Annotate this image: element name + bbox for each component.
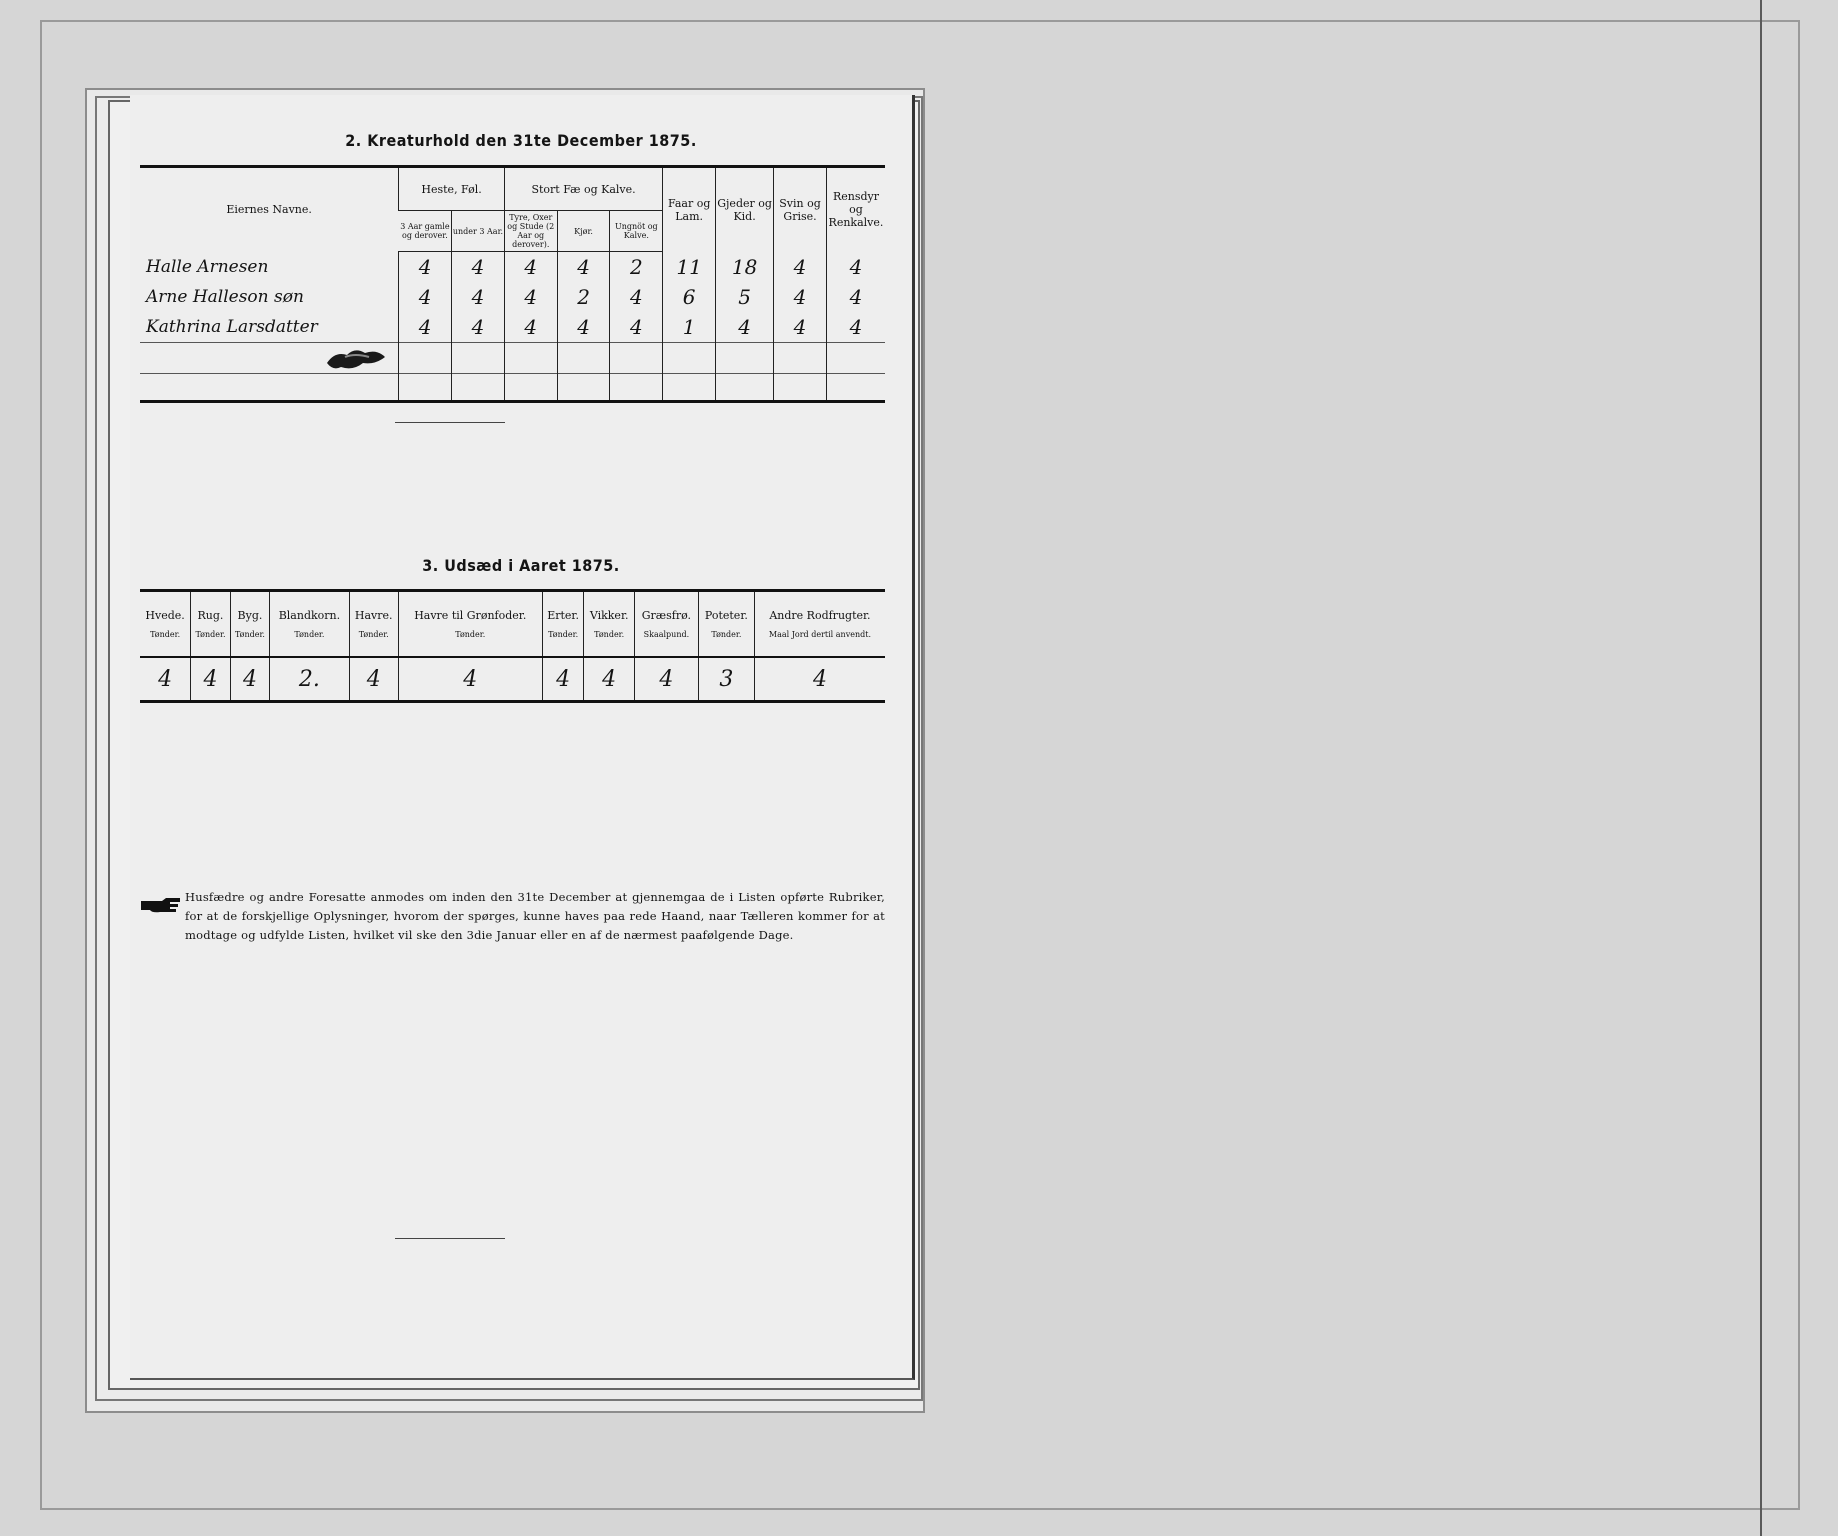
cell: 6 <box>663 282 716 312</box>
seed-header: Andre Rodfrugter. Maal Jord dertil anvendt. <box>754 591 885 658</box>
cell: 2 <box>557 282 610 312</box>
divider <box>395 422 505 423</box>
seed-values-row <box>140 657 885 702</box>
cell: 18 <box>716 252 774 283</box>
table-row <box>140 282 885 312</box>
header-faar: Faar og Lam. <box>663 167 716 252</box>
cell: 4 <box>826 312 885 343</box>
cell: 4 <box>504 312 557 343</box>
table-row <box>140 252 885 283</box>
cell: 4 <box>504 282 557 312</box>
seed-header: Græsfrø. Skaalpund. <box>634 591 698 658</box>
cell: 11 <box>663 252 716 283</box>
seed-header: Erter. Tønder. <box>542 591 584 658</box>
seed-header: Vikker. Tønder. <box>584 591 634 658</box>
cell: 4 <box>634 657 698 702</box>
cell: 4 <box>610 312 663 343</box>
owner-name: Halle Arnesen <box>146 256 269 277</box>
header-stort-kjer: Kjør. <box>557 211 610 252</box>
scan-edge-line <box>1760 0 1762 1536</box>
cell: 4 <box>557 252 610 283</box>
cell: 4 <box>774 252 827 283</box>
table-row <box>140 312 885 343</box>
cell: 5 <box>716 282 774 312</box>
seed-header: Poteter. Tønder. <box>698 591 754 658</box>
seed-header: Havre. Tønder. <box>349 591 398 658</box>
cell: 4 <box>754 657 885 702</box>
owner-name: Kathrina Larsdatter <box>146 317 318 337</box>
seed-table <box>140 589 885 703</box>
pointing-hand-icon <box>140 896 182 914</box>
cell: 4 <box>504 252 557 283</box>
header-svin: Svin og Grise. <box>774 167 827 252</box>
cell: 4 <box>542 657 584 702</box>
cell: 4 <box>399 312 452 343</box>
cell: 4 <box>230 657 269 702</box>
cell: 4 <box>774 312 827 343</box>
table-row-blank <box>140 343 885 374</box>
census-page <box>130 95 915 1380</box>
table-row-blank <box>140 374 885 402</box>
header-stort: Stort Fæ og Kalve. <box>504 167 662 211</box>
section3-title: 3. Udsæd i Aaret 1875. <box>422 556 620 575</box>
cell: 3 <box>698 657 754 702</box>
header-heste: Heste, Føl. <box>399 167 505 211</box>
cell: 4 <box>158 666 173 692</box>
cell: 1 <box>663 312 716 343</box>
ink-blot-icon <box>325 343 390 373</box>
seed-header: Havre til Grønfoder. Tønder. <box>398 591 542 658</box>
cell: 2 <box>610 252 663 283</box>
cell: 4 <box>191 657 230 702</box>
livestock-table <box>140 165 885 403</box>
header-heste-old: 3 Aar gamle og derover. <box>399 211 452 252</box>
header-stort-ungnot: Ungnöt og Kalve. <box>610 211 663 252</box>
cell: 4 <box>452 252 505 283</box>
cell: 4 <box>349 657 398 702</box>
seed-header: Byg. Tønder. <box>230 591 269 658</box>
divider <box>395 1238 505 1239</box>
seed-header: Hvede. Tønder. <box>140 591 191 658</box>
cell: 4 <box>716 312 774 343</box>
seed-header-row <box>140 591 885 658</box>
cell: 4 <box>826 282 885 312</box>
cell: 4 <box>610 282 663 312</box>
cell: 4 <box>399 282 452 312</box>
header-heste-young: under 3 Aar. <box>452 211 505 252</box>
cell: 4 <box>399 252 452 283</box>
cell: 4 <box>452 312 505 343</box>
header-owner: Eiernes Navne. <box>226 203 312 217</box>
owner-name: Arne Halleson søn <box>146 287 304 307</box>
seed-header: Rug. Tønder. <box>191 591 230 658</box>
section2-title: 2. Kreaturhold den 31te December 1875. <box>345 131 697 150</box>
cell: 2. <box>270 657 349 702</box>
header-gjeder: Gjeder og Kid. <box>716 167 774 252</box>
notice-text: Husfædre og andre Foresatte anmodes om inden den 31te December at gjennemgaa de i Listen opførte Rubriker, for at de forskjellige Oplysninger, hvorom der spørges, kunne haves paa rede Haand, naar Tælleren kommer for at modtage og udfylde Listen, hvilket vil ske den 3die Januar eller en af de nærmest paafølgende Dage. <box>185 890 885 942</box>
cell: 4 <box>826 252 885 283</box>
header-stort-tyre: Tyre, Oxer og Stude (2 Aar og derover). <box>504 211 557 252</box>
seed-header: Blandkorn. Tønder. <box>270 591 349 658</box>
cell: 4 <box>398 657 542 702</box>
header-rensdyr: Rensdyr og Renkalve. <box>826 167 885 252</box>
cell: 4 <box>452 282 505 312</box>
cell: 4 <box>584 657 634 702</box>
cell: 4 <box>557 312 610 343</box>
cell: 4 <box>774 282 827 312</box>
